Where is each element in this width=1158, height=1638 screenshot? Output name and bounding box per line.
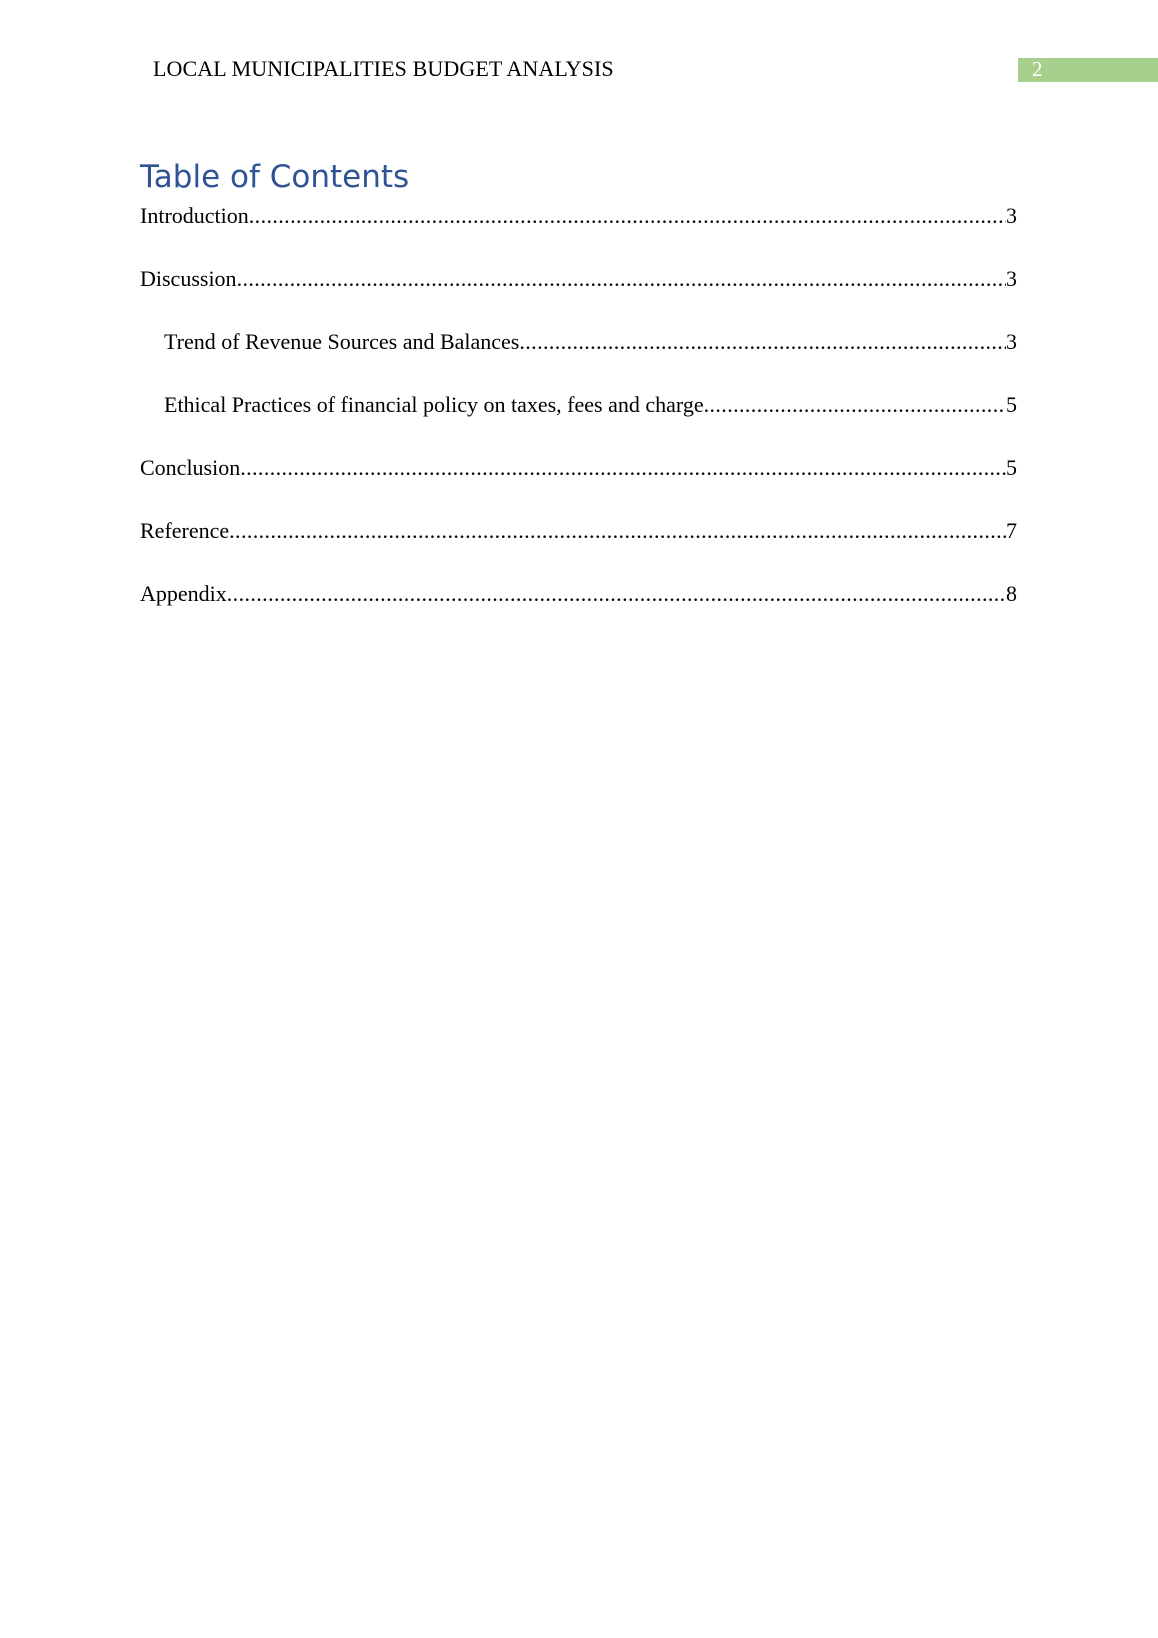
toc-entry-label: Trend of Revenue Sources and Balances [164, 329, 520, 354]
toc-entry-label: Appendix [140, 581, 227, 606]
toc-entry-discussion[interactable] [140, 266, 1017, 292]
toc-entry-page: 3 [1006, 266, 1017, 291]
toc-leader-dots [227, 581, 1006, 607]
toc-entry-label: Discussion [140, 266, 237, 291]
page-number-badge [1018, 58, 1158, 82]
toc-leader-dots [249, 203, 1006, 229]
toc-entry-page: 5 [1006, 392, 1017, 417]
toc-entry-label: Reference [140, 518, 230, 543]
toc-entry-reference[interactable] [140, 518, 1017, 544]
toc-entry-page: 5 [1006, 455, 1017, 480]
toc-leader-dots [240, 455, 1006, 481]
toc-entry-trend-of-revenue[interactable] [164, 329, 1017, 355]
toc-heading: Table of Contents [140, 159, 410, 195]
toc-entry-page: 7 [1006, 518, 1017, 543]
toc-leader-dots [237, 266, 1006, 292]
toc-entry-ethical-practices[interactable] [164, 392, 1017, 418]
page-number: 2 [1032, 57, 1043, 81]
toc-entry-page: 8 [1006, 581, 1017, 606]
running-header-title: LOCAL MUNICIPALITIES BUDGET ANALYSIS [153, 56, 614, 81]
toc-entry-page: 3 [1006, 203, 1017, 228]
toc-entry-introduction[interactable] [140, 203, 1017, 229]
toc-leader-dots [229, 518, 1006, 544]
toc-entry-label: Introduction [140, 203, 249, 228]
toc-leader-dots [704, 392, 1006, 418]
toc-entry-label: Ethical Practices of financial policy on taxes, fees and charge [164, 392, 704, 417]
toc-entry-conclusion[interactable] [140, 455, 1017, 481]
toc-entry-appendix[interactable] [140, 581, 1017, 607]
toc-entry-label: Conclusion [140, 455, 241, 480]
toc-entry-page: 3 [1006, 329, 1017, 354]
toc-leader-dots [519, 329, 1006, 355]
